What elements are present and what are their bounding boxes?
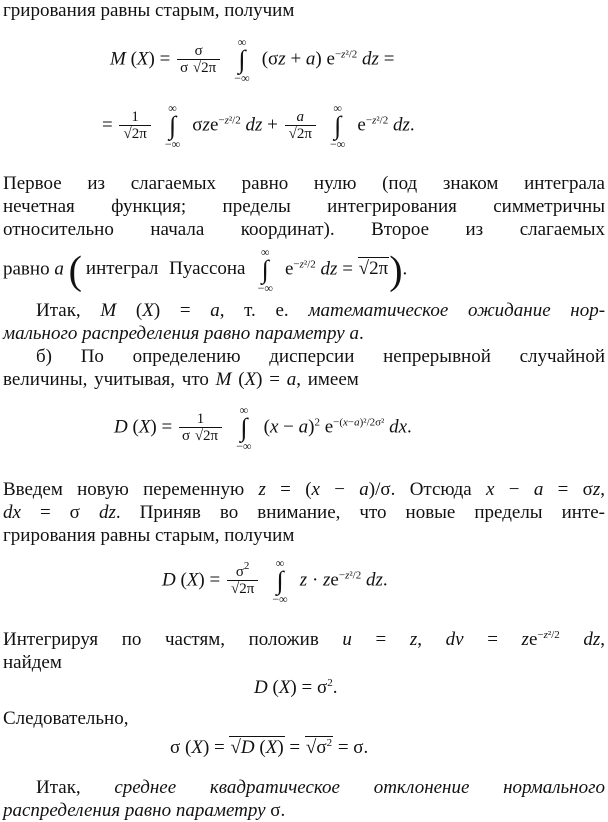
- text-line: Следовательно,: [3, 708, 129, 729]
- text-line: величины, учитывая, что M (X) = a, имеем: [3, 369, 359, 390]
- text-line: Первое из слагаемых равно нулю (под знаком интеграла: [3, 173, 605, 194]
- equation-mean-1: M (X) = $\frac{\sigma}{\sigma √2\pi}$ ∞ ∫ −∞ (σz + a) $e^{-z^2/2}$ dz =: [110, 35, 395, 85]
- text-line: относительно начала координат). Второе из слагаемых: [3, 219, 605, 240]
- text-line: грирования равны старым, получим: [3, 0, 295, 21]
- text-line: Интегрируя по частям, положив u = z, dv = $ze^{-z^2/2}$ dz,: [3, 629, 606, 650]
- equation-variance-1: D (X) = $\frac{1}{\sigma √2\pi}$ ∞ ∫ −∞ $(x - a)^2$ $e^{-(x-a)^2/2\sigma^2}$ dx.: [114, 403, 412, 453]
- equation-sigma: σ (X) = √D $(X) = √\sigma^2 = \sigma$.: [170, 737, 369, 758]
- text-line: грирования равны старым, получим: [3, 525, 295, 546]
- text-line: Итак, M (X) = a, т. е. математическое ожидание нор-: [36, 300, 606, 321]
- text-line: Введем новую переменную z = (x − a)/σ. Отсюда x − a = σz,: [3, 479, 606, 500]
- text-line: Итак, среднее квадратическое отклонение нормального: [36, 777, 605, 798]
- text-line: распределения равно параметру σ.: [3, 800, 286, 821]
- text-line: мального распределения равно параметру a.: [3, 323, 364, 344]
- text-line: dx = σ dz. Приняв во внимание, что новые пределы инте-: [3, 502, 605, 523]
- text-line: б) По определению дисперсии непрерывной случайной: [36, 346, 605, 367]
- text-line: найдем: [3, 652, 62, 673]
- equation-variance-2: D (X) = $\frac{\sigma^2}{√2\pi}$ ∞ ∫ −∞ $z \cdot ze^{-z^2/2}$ dz.: [162, 556, 388, 606]
- text-line: нечетная функция; пределы интегрирования симметричны: [3, 196, 605, 217]
- text-line-poisson: равно a ( интеграл Пуассона ∞ ∫ −∞ $e^{-z^2/2}$ dz = √2π).: [3, 245, 408, 295]
- equation-variance-result: D $(X) = \sigma^2$.: [254, 677, 338, 698]
- equation-mean-2: = $\frac{1}{√2\pi}$ ∞ ∫ −∞ σze$^{-z^2/2}$ dz + $\frac{a}{√2\pi}$ ∞ ∫ −∞ $e^{-z^2/2}$ dz.: [102, 101, 415, 151]
